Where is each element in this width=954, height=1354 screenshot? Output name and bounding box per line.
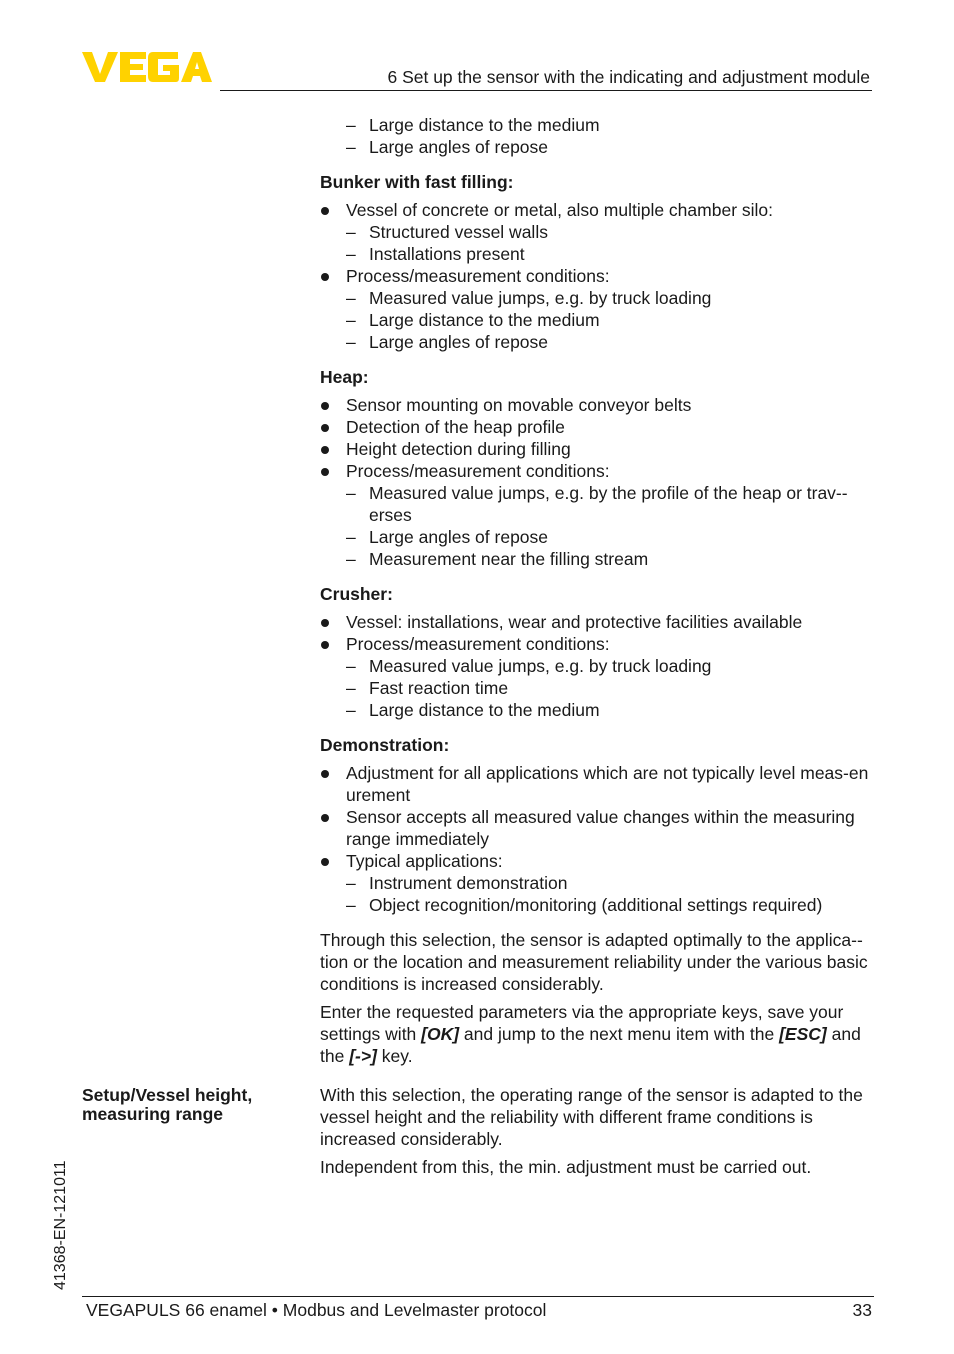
- bullet-item: Process/measurement conditions:: [320, 633, 875, 655]
- list-item: – Large angles of repose: [320, 331, 875, 353]
- list-item: – Object recognition/monitoring (additional settings required): [320, 894, 875, 916]
- list-item: – Installations present: [320, 243, 875, 265]
- bullet-item: Process/measurement conditions:: [320, 460, 875, 482]
- list-item: – Measured value jumps, e.g. by the profile of the heap or trav-erses: [320, 482, 875, 526]
- arrow-key-label: [->]: [349, 1046, 377, 1066]
- esc-key-label: [ESC]: [779, 1024, 827, 1044]
- list-item: – Measurement near the filling stream: [320, 548, 875, 570]
- footer-title: VEGAPULS 66 enamel • Modbus and Levelmaster protocol: [86, 1300, 547, 1320]
- list-item: – Measured value jumps, e.g. by truck loading: [320, 287, 875, 309]
- paragraph-text: Enter the requested parameters via the appropriate keys, save your settings with: [320, 1002, 844, 1044]
- document-id: 41368-EN-121011: [52, 1160, 69, 1290]
- margin-heading-line: Setup/Vessel height,: [82, 1085, 253, 1105]
- bullet-item: Adjustment for all applications which are not typically level meas-en urement: [320, 762, 875, 806]
- section-heading-heap: Heap:: [320, 367, 369, 387]
- vega-logo: [82, 50, 212, 84]
- bullet-item: Detection of the heap profile: [320, 416, 875, 438]
- bullet-item: Vessel of concrete or metal, also multiple chamber silo:: [320, 199, 875, 221]
- header-divider: [220, 90, 872, 91]
- list-item: – Fast reaction time: [320, 677, 875, 699]
- list-item: – Large distance to the medium: [320, 114, 875, 136]
- bullet-item: Sensor mounting on movable conveyor belts: [320, 394, 875, 416]
- section-heading-demonstration: Demonstration:: [320, 735, 450, 755]
- bullet-item: Sensor accepts all measured value changes within the measuring range immediately: [320, 806, 875, 850]
- main-content: [320, 114, 875, 1067]
- list-item: – Instrument demonstration: [320, 872, 875, 894]
- paragraph: Through this selection, the sensor is adapted optimally to the applica-tion or the location and measurement reliability under the various basic conditions is increased considerably.: [320, 930, 868, 994]
- page-number: 33: [852, 1300, 872, 1320]
- section-heading-bunker: Bunker with fast filling:: [320, 172, 514, 192]
- list-item: – Large distance to the medium: [320, 309, 875, 331]
- bullet-item: Vessel: installations, wear and protective facilities available: [320, 611, 875, 633]
- paragraph-text: and jump to the next menu item with the: [459, 1024, 780, 1044]
- paragraph: With this selection, the operating range of the sensor is adapted to the vessel height and the reliability with different frame conditions is increased considerably.: [320, 1085, 863, 1149]
- chapter-header: 6 Set up the sensor with the indicating and adjustment module: [387, 67, 870, 87]
- list-item: – Structured vessel walls: [320, 221, 875, 243]
- bullet-item: Typical applications:: [320, 850, 875, 872]
- list-item: – Large distance to the medium: [320, 699, 875, 721]
- list-item: – Measured value jumps, e.g. by truck loading: [320, 655, 875, 677]
- list-item: – Large angles of repose: [320, 136, 875, 158]
- ok-key-label: [OK]: [421, 1024, 460, 1044]
- footer-divider: [82, 1296, 874, 1297]
- list-item: – Large angles of repose: [320, 526, 875, 548]
- section-heading-crusher: Crusher:: [320, 584, 393, 604]
- paragraph: [320, 1001, 875, 1067]
- paragraph-text: key.: [376, 1046, 413, 1066]
- paragraph-text: and the: [320, 1024, 861, 1066]
- bullet-item: Height detection during filling: [320, 438, 875, 460]
- bullet-item: Process/measurement conditions:: [320, 265, 875, 287]
- margin-heading-setup: [82, 1086, 302, 1124]
- margin-heading-line: measuring range: [82, 1104, 224, 1124]
- setup-content: [320, 1084, 875, 1178]
- paragraph: Independent from this, the min. adjustment must be carried out.: [320, 1157, 812, 1177]
